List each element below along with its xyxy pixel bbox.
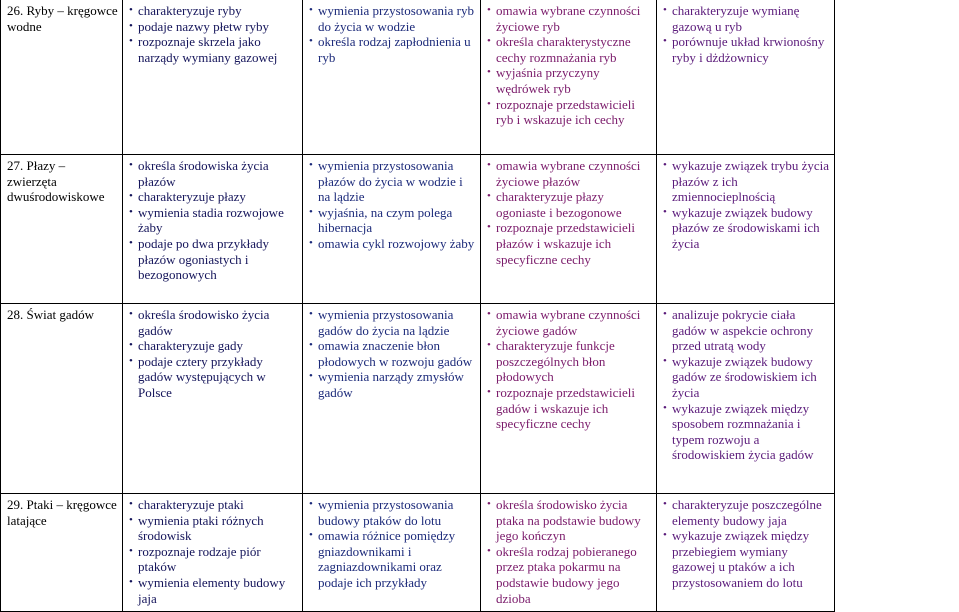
list-item: • wymienia elementy budowy jaja [129, 575, 298, 606]
requirements-cell [481, 0, 657, 155]
list-item: • określa środowiska życia płazów [129, 158, 298, 189]
requirements-cell [303, 0, 481, 155]
requirements-cell [657, 304, 835, 494]
list-item: • charakteryzuje gady [129, 338, 298, 354]
topic-cell: 27. Płazy – zwierzęta dwuśrodowiskowe [1, 155, 123, 304]
list-item: • wymienia narządy zmysłów gadów [309, 369, 476, 400]
requirements-list [663, 158, 830, 252]
list-item: • rozpoznaje przedstawicieli ryb i wskazuje ich cechy [487, 97, 652, 128]
requirements-list [309, 3, 476, 65]
list-item: • wykazuje związek między sposobem rozmnażania i typem rozwoju a środowiskiem życia gadów [663, 401, 830, 463]
list-item: • rozpoznaje przedstawicieli płazów i wskazuje ich specyficzne cechy [487, 220, 652, 267]
list-item: • wymienia przystosowania płazów do życia w wodzie i na lądzie [309, 158, 476, 205]
requirements-list [129, 3, 298, 65]
list-item: • charakteryzuje płazy ogoniaste i bezogonowe [487, 189, 652, 220]
list-item: • wymienia przystosowania ryb do życia w wodzie [309, 3, 476, 34]
list-item: • omawia wybrane czynności życiowe ryb [487, 3, 652, 34]
list-item: • rozpoznaje skrzela jako narządy wymiany gazowej [129, 34, 298, 65]
list-item: • charakteryzuje płazy [129, 189, 298, 205]
table-row [1, 155, 959, 304]
requirements-list [663, 497, 830, 591]
requirements-cell [481, 304, 657, 494]
list-item: • charakteryzuje ryby [129, 3, 298, 19]
requirements-cell [123, 304, 303, 494]
topic-cell: 28. Świat gadów [1, 304, 123, 494]
requirements-list [663, 3, 830, 65]
topic-cell: 26. Ryby – kręgowce wodne [1, 0, 123, 155]
list-item: • wymienia przystosowania gadów do życia na lądzie [309, 307, 476, 338]
list-item: • wyjaśnia przyczyny wędrówek ryb [487, 65, 652, 96]
requirements-list [487, 307, 652, 432]
list-item: • charakteryzuje funkcje poszczególnych błon płodowych [487, 338, 652, 385]
requirements-cell [481, 494, 657, 612]
list-item: • charakteryzuje ptaki [129, 497, 298, 513]
list-item: • określa środowisko życia gadów [129, 307, 298, 338]
requirements-list [129, 307, 298, 401]
requirements-cell [123, 0, 303, 155]
list-item: • określa rodzaj pobieranego przez ptaka pokarmu na podstawie budowy jego dzioba [487, 544, 652, 606]
requirements-list [129, 497, 298, 606]
list-item: • wykazuje związek trybu życia płazów z ich zmiennocieplnością [663, 158, 830, 205]
list-item: • rozpoznaje rodzaje piór ptaków [129, 544, 298, 575]
requirements-cell [303, 155, 481, 304]
list-item: • porównuje układ krwionośny ryby i dżdżownicy [663, 34, 830, 65]
list-item: • charakteryzuje poszczególne elementy budowy jaja [663, 497, 830, 528]
list-item: • określa rodzaj zapłodnienia u ryb [309, 34, 476, 65]
requirements-list [487, 497, 652, 606]
list-item: • omawia wybrane czynności życiowe gadów [487, 307, 652, 338]
requirements-list [487, 158, 652, 267]
requirements-list [129, 158, 298, 283]
table-row [1, 0, 959, 155]
list-item: • podaje nazwy płetw ryby [129, 19, 298, 35]
list-item: • wykazuje związek budowy gadów ze środowiskiem ich życia [663, 354, 830, 401]
list-item: • wykazuje związek budowy płazów ze środowiskami ich życia [663, 205, 830, 252]
list-item: • określa środowisko życia ptaka na podstawie budowy jego kończyn [487, 497, 652, 544]
requirements-cell [481, 155, 657, 304]
list-item: • rozpoznaje przedstawicieli gadów i wskazuje ich specyficzne cechy [487, 385, 652, 432]
list-item: • omawia wybrane czynności życiowe płazów [487, 158, 652, 189]
requirements-list [487, 3, 652, 128]
list-item: • podaje cztery przykłady gadów występujących w Polsce [129, 354, 298, 401]
requirements-cell [657, 155, 835, 304]
requirements-cell [657, 0, 835, 155]
list-item: • wyjaśnia, na czym polega hibernacja [309, 205, 476, 236]
list-item: • omawia różnice pomiędzy gniazdownikami i zagniazdownikami oraz podaje ich przykłady [309, 528, 476, 590]
requirements-list [309, 497, 476, 591]
list-item: • analizuje pokrycie ciała gadów w aspekcie ochrony przed utratą wody [663, 307, 830, 354]
list-item: • omawia cykl rozwojowy żaby [309, 236, 476, 252]
table-row [1, 304, 959, 494]
requirements-cell [657, 494, 835, 612]
requirements-list [663, 307, 830, 463]
requirements-cell [303, 494, 481, 612]
list-item: • wymienia ptaki różnych środowisk [129, 513, 298, 544]
requirements-cell [303, 304, 481, 494]
requirements-list [309, 307, 476, 401]
list-item: • omawia znaczenie błon płodowych w rozwoju gadów [309, 338, 476, 369]
list-item: • wymienia stadia rozwojowe żaby [129, 205, 298, 236]
list-item: • określa charakterystyczne cechy rozmnażania ryb [487, 34, 652, 65]
list-item: • wymienia przystosowania budowy ptaków do lotu [309, 497, 476, 528]
table-row [1, 494, 959, 612]
requirements-cell [123, 155, 303, 304]
list-item: • wykazuje związek między przebiegiem wymiany gazowej u ptaków a ich przystosowaniem do lotu [663, 528, 830, 590]
list-item: • charakteryzuje wymianę gazową u ryb [663, 3, 830, 34]
topic-cell: 29. Ptaki – kręgowce latające [1, 494, 123, 612]
requirements-cell [123, 494, 303, 612]
requirements-list [309, 158, 476, 252]
list-item: • podaje po dwa przykłady płazów ogoniastych i bezogonowych [129, 236, 298, 283]
